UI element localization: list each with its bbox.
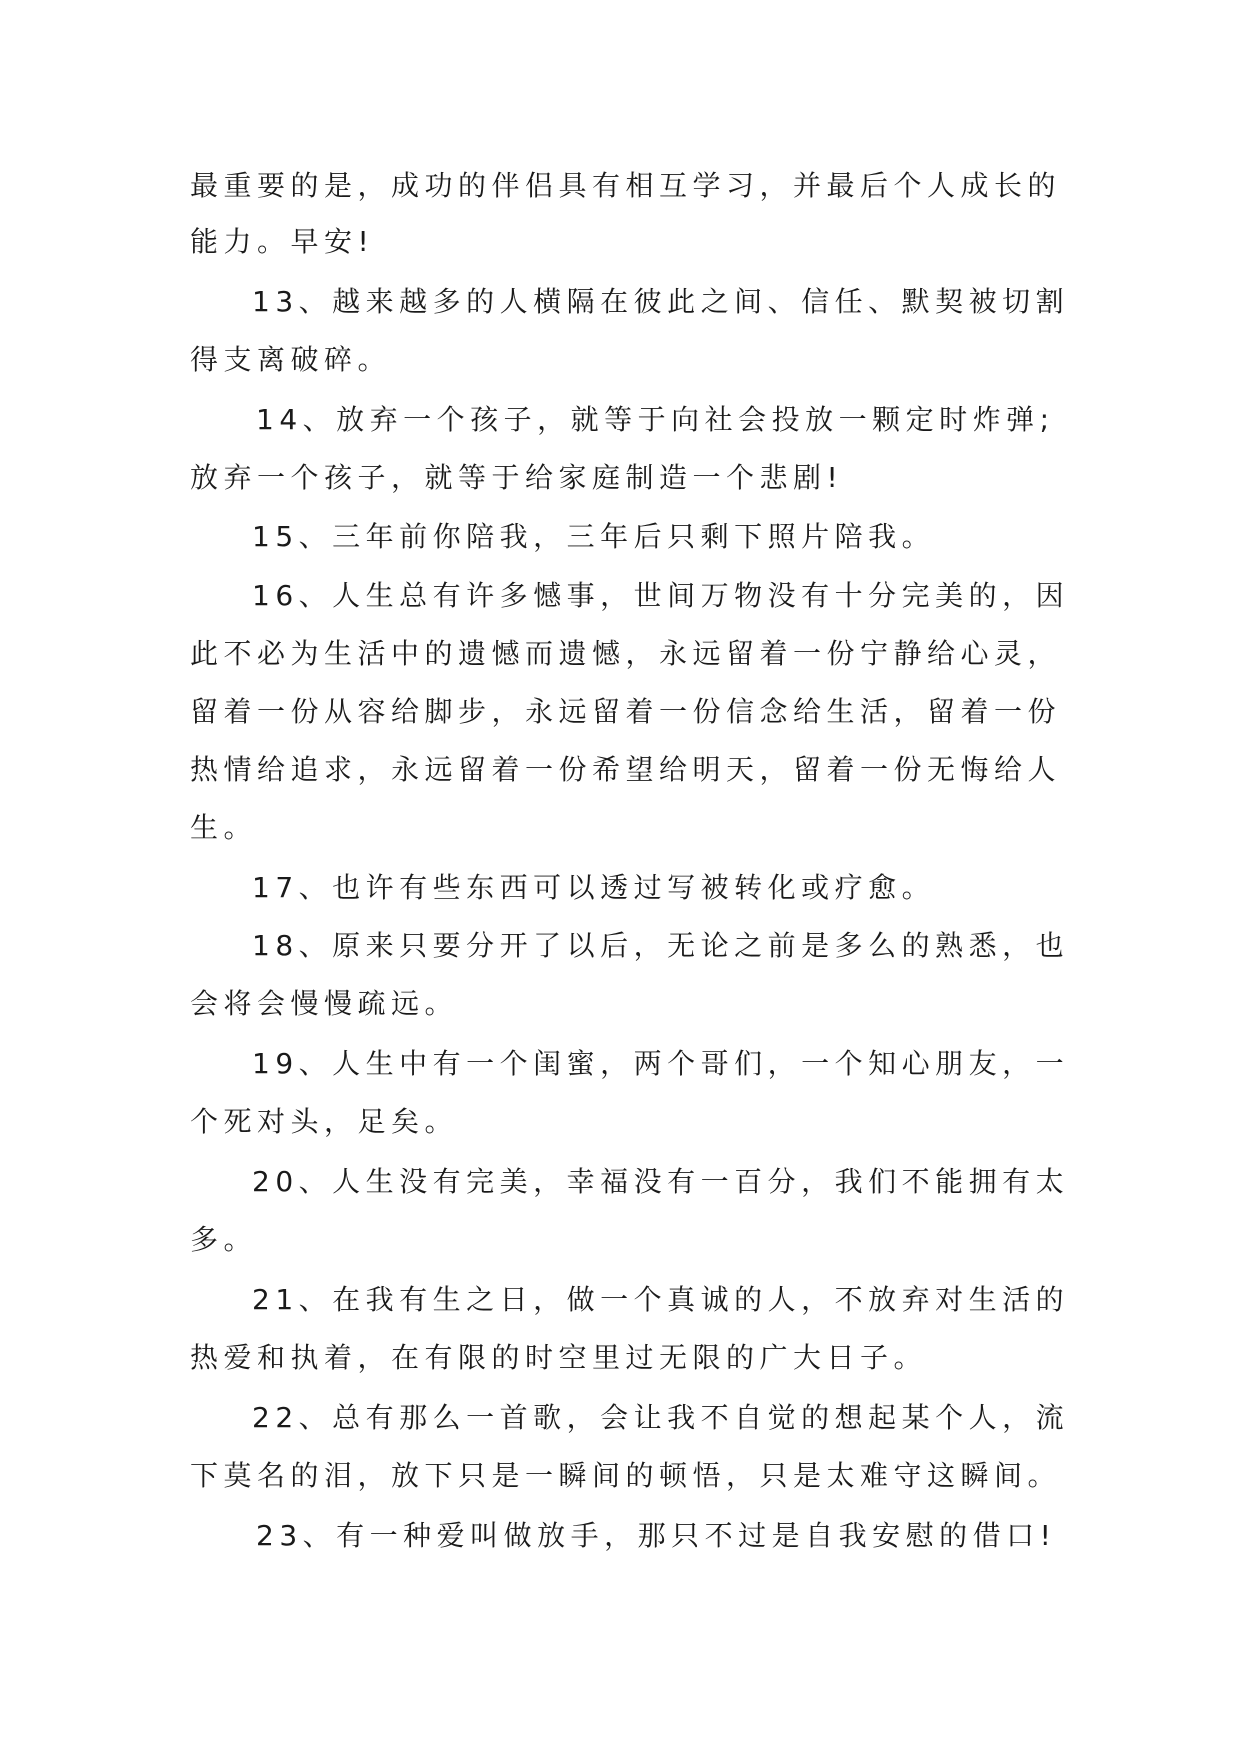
- paragraph-19-line: 19、人生中有一个闺蜜，两个哥们，一个知心朋友，一: [252, 1047, 1070, 1080]
- text-line: 放弃一个孩子，就等于给家庭制造一个悲剧!: [190, 461, 844, 494]
- text-line: 下莫名的泪，放下只是一瞬间的顿悟，只是太难守这瞬间。: [190, 1459, 1062, 1492]
- paragraph-22-line: 22、总有那么一首歌，会让我不自觉的想起某个人，流: [252, 1401, 1070, 1434]
- text-line: 热情给追求，永远留着一份希望给明天，留着一份无悔给人: [190, 753, 1062, 786]
- paragraph-14-line: 14、放弃一个孩子，就等于向社会投放一颗定时炸弹;: [256, 403, 1055, 436]
- text-line: 能力。早安!: [190, 225, 375, 258]
- text-line: 生。: [190, 811, 258, 844]
- paragraph-21-line: 21、在我有生之日，做一个真诚的人，不放弃对生活的: [252, 1283, 1070, 1316]
- paragraph-16-line: 16、人生总有许多憾事，世间万物没有十分完美的，因: [252, 579, 1070, 612]
- text-line: 得支离破碎。: [190, 343, 392, 376]
- text-line: 多。: [190, 1223, 258, 1256]
- text-line: 会将会慢慢疏远。: [190, 987, 459, 1020]
- text-line: 个死对头，足矣。: [190, 1105, 459, 1138]
- text-line: 留着一份从容给脚步，永远留着一份信念给生活，留着一份: [190, 695, 1062, 728]
- paragraph-13-line: 13、越来越多的人横隔在彼此之间、信任、默契被切割: [252, 285, 1070, 318]
- text-line: 此不必为生活中的遗憾而遗憾，永远留着一份宁静给心灵，: [190, 637, 1062, 670]
- paragraph-17-line: 17、也许有些东西可以透过写被转化或疗愈。: [252, 871, 936, 904]
- paragraph-18-line: 18、原来只要分开了以后，无论之前是多么的熟悉，也: [252, 929, 1070, 962]
- paragraph-20-line: 20、人生没有完美，幸福没有一百分，我们不能拥有太: [252, 1165, 1070, 1198]
- text-line: 最重要的是，成功的伴侣具有相互学习，并最后个人成长的: [190, 169, 1062, 202]
- paragraph-15-line: 15、三年前你陪我，三年后只剩下照片陪我。: [252, 520, 936, 553]
- text-line: 热爱和执着，在有限的时空里过无限的广大日子。: [190, 1341, 928, 1374]
- paragraph-23-line: 23、有一种爱叫做放手，那只不过是自我安慰的借口!: [256, 1519, 1057, 1552]
